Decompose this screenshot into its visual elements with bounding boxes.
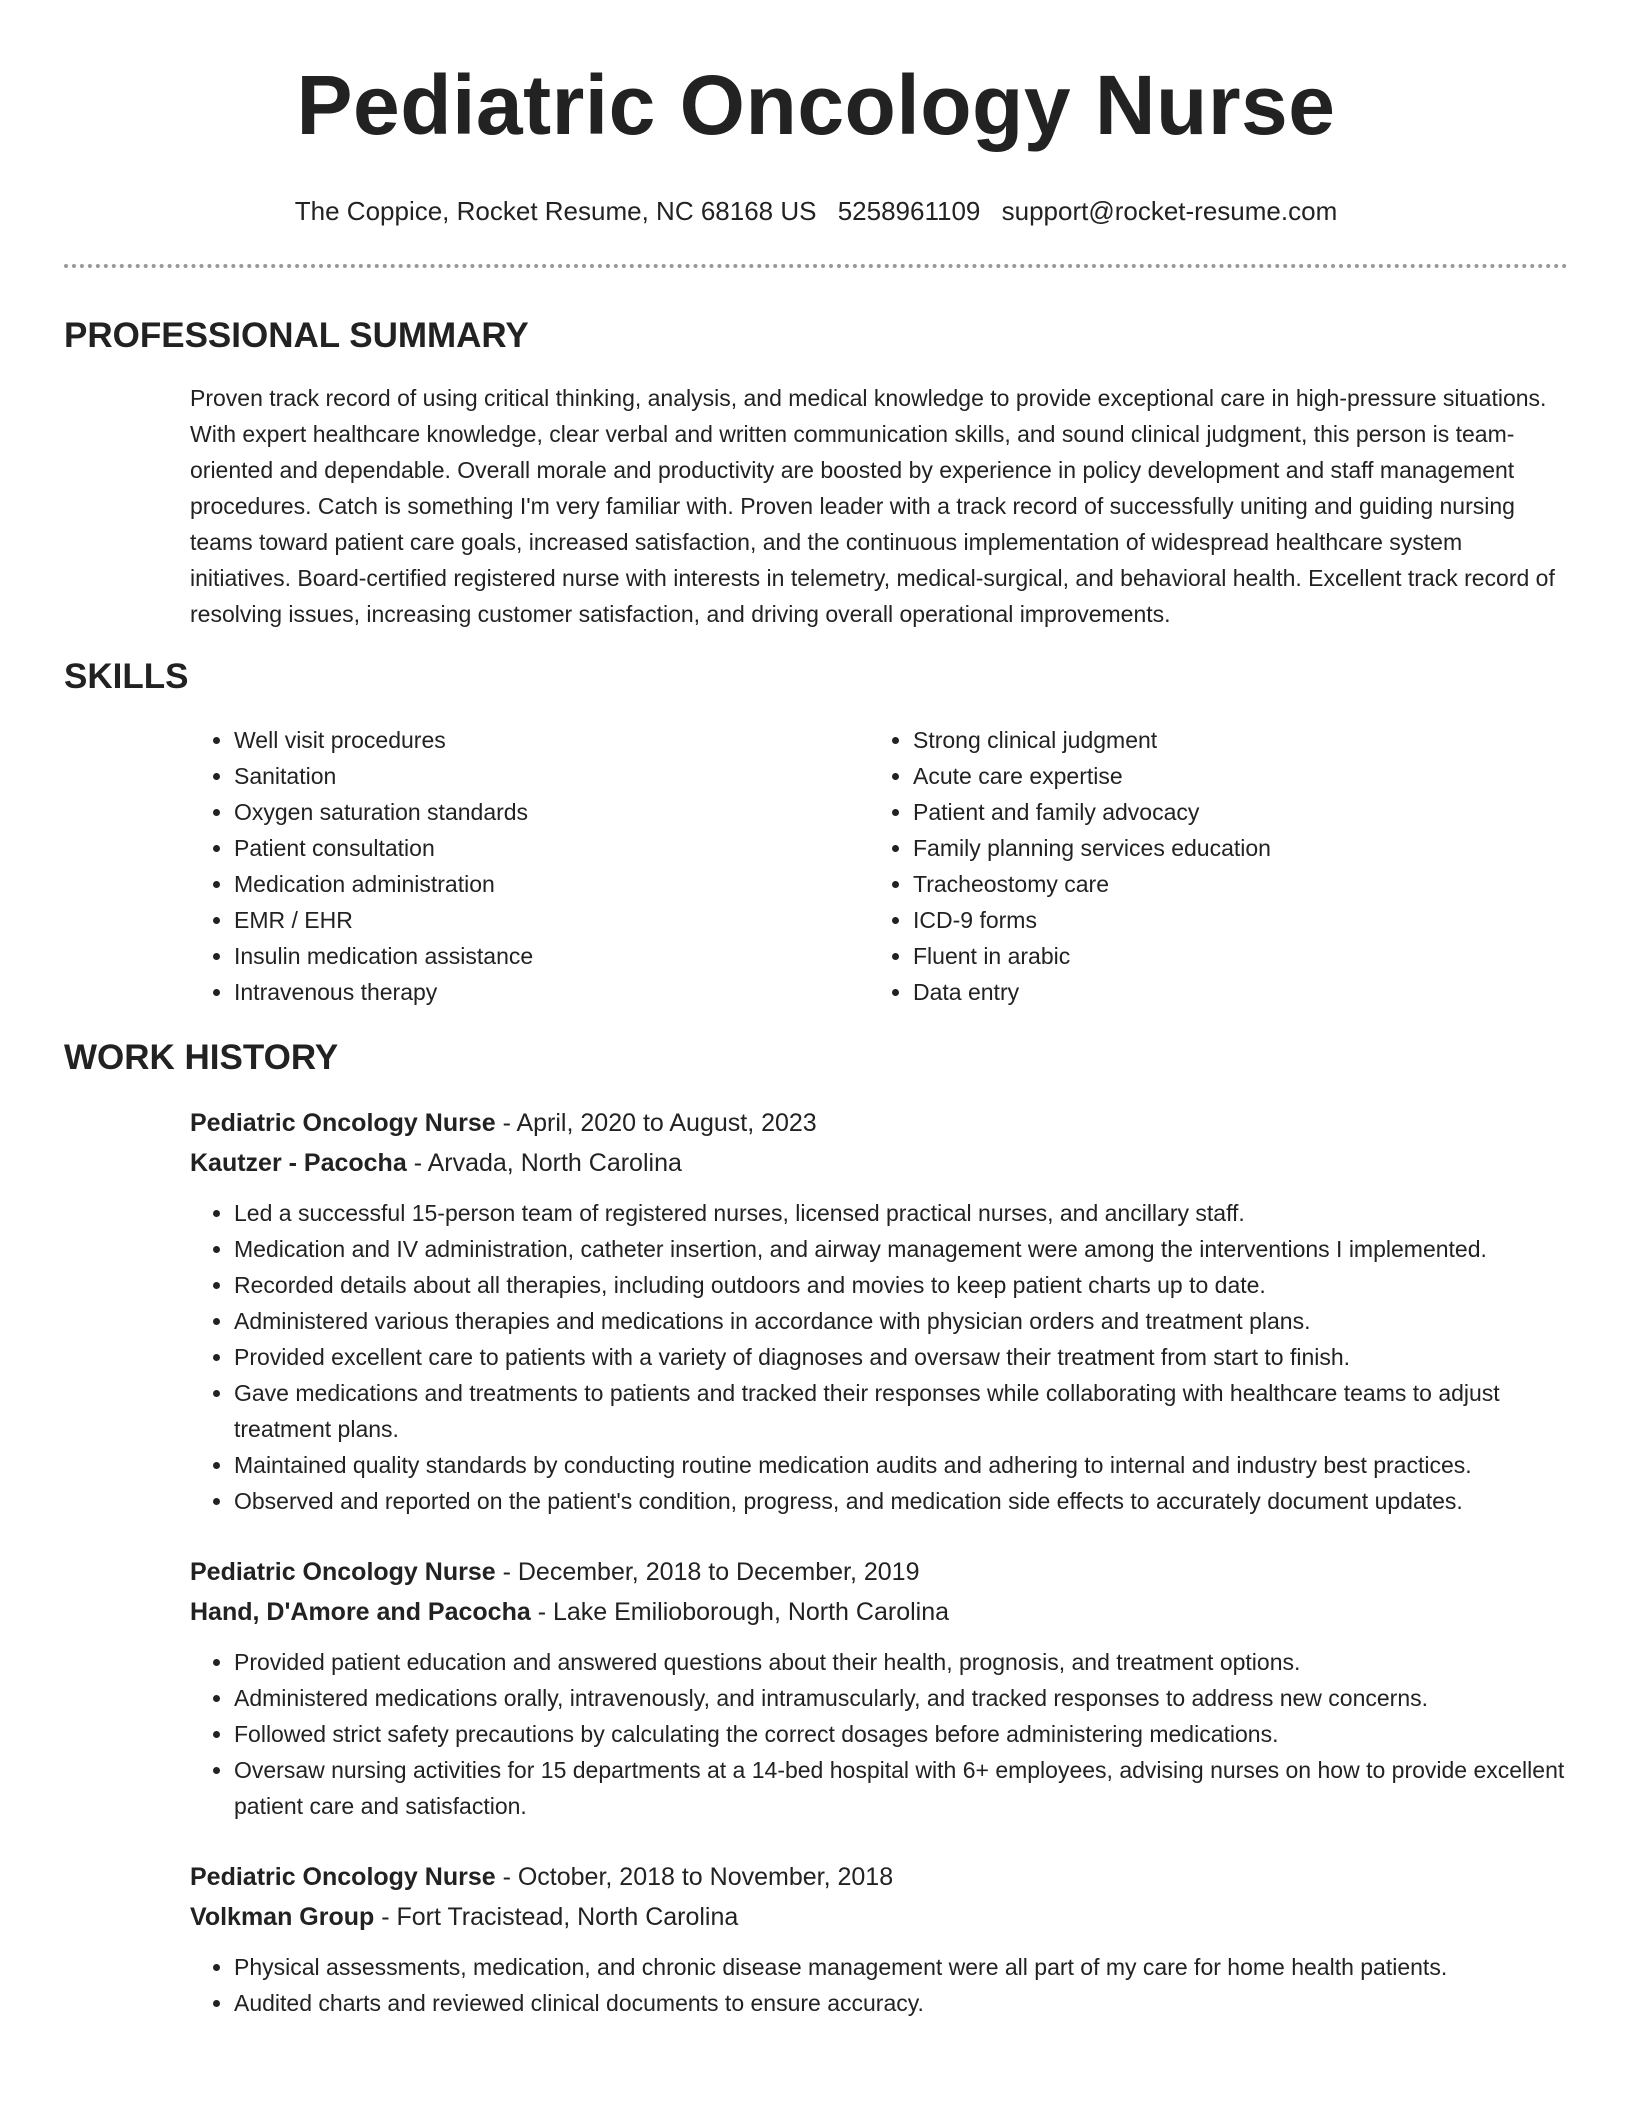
skill-item: • Well visit procedures bbox=[234, 722, 869, 758]
job-bullet: • Led a successful 15-person team of registered nurses, licensed practical nurses, and ancillary staff. bbox=[234, 1195, 1568, 1231]
contact-email: support@rocket-resume.com bbox=[1001, 196, 1338, 226]
section-title-summary: PROFESSIONAL SUMMARY bbox=[64, 316, 529, 355]
job-dates: - April, 2020 to August, 2023 bbox=[495, 1109, 817, 1137]
job-role: Pediatric Oncology Nurse bbox=[190, 1109, 496, 1137]
skill-item: • Oxygen saturation standards bbox=[234, 794, 869, 830]
job-location: - Lake Emilioborough, North Carolina bbox=[530, 1598, 950, 1626]
skills-column-left bbox=[190, 722, 869, 1010]
job-company: Hand, D'Amore and Pacocha bbox=[190, 1598, 531, 1626]
job-bullet: • Recorded details about all therapies, including outdoors and movies to keep patient charts up to date. bbox=[234, 1267, 1568, 1303]
resume-name: Pediatric Oncology Nurse bbox=[296, 58, 1336, 152]
header-divider bbox=[64, 264, 1568, 268]
job-company-line bbox=[190, 1592, 1568, 1632]
skill-item: • EMR / EHR bbox=[234, 902, 869, 938]
summary-text: Proven track record of using critical thinking, analysis, and medical knowledge to provide exceptional care in high-pressure situations. With expert healthcare knowledge, clear verbal and written communication skills, and sound clinical judgment, this person is team-oriented and dependable. Overall morale and productivity are boosted by experience in policy development and staff management procedures. Catch is something I'm very familiar with. Proven leader with a track record of successfully uniting and guiding nursing teams toward patient care goals, increased satisfaction, and the continuous implementation of widespread healthcare system initiatives. Board-certified registered nurse with interests in telemetry, medical-surgical, and behavioral health. Excellent track record of resolving issues, increasing customer satisfaction, and driving overall operational improvements. bbox=[190, 385, 1555, 627]
skill-item: • Data entry bbox=[913, 974, 1548, 1010]
job-company-line bbox=[190, 1897, 1568, 1937]
job-location: - Arvada, North Carolina bbox=[406, 1149, 682, 1177]
job-bullet: • Oversaw nursing activities for 15 departments at a 14-bed hospital with 6+ employees, advising nurses on how to provide excellent patient care and satisfaction. bbox=[234, 1752, 1568, 1824]
skills-column-right bbox=[869, 722, 1548, 1010]
job-company: Volkman Group bbox=[190, 1903, 375, 1931]
job-bullet: • Medication and IV administration, catheter insertion, and airway management were among the interventions I implemented. bbox=[234, 1231, 1568, 1267]
job-bullets bbox=[190, 1195, 1568, 1519]
job-dates: - December, 2018 to December, 2019 bbox=[495, 1558, 920, 1586]
job-title-line bbox=[190, 1103, 1568, 1143]
skill-item: • Family planning services education bbox=[913, 830, 1548, 866]
job-role: Pediatric Oncology Nurse bbox=[190, 1558, 496, 1586]
skills-list bbox=[190, 722, 1568, 1010]
skill-item: • Patient and family advocacy bbox=[913, 794, 1548, 830]
job-bullet: • Provided excellent care to patients with a variety of diagnoses and oversaw their treatment from start to finish. bbox=[234, 1339, 1568, 1375]
job-dates: - October, 2018 to November, 2018 bbox=[495, 1863, 894, 1891]
job-bullet: • Followed strict safety precautions by calculating the correct dosages before administering medications. bbox=[234, 1716, 1568, 1752]
section-title-skills: SKILLS bbox=[64, 657, 189, 696]
resume-page bbox=[64, 0, 1568, 2021]
skill-item: • ICD-9 forms bbox=[913, 902, 1548, 938]
job-bullets bbox=[190, 1644, 1568, 1824]
skill-item: • Tracheostomy care bbox=[913, 866, 1548, 902]
skill-item: • Fluent in arabic bbox=[913, 938, 1548, 974]
contact-line bbox=[64, 194, 1568, 228]
job-bullet: • Administered medications orally, intravenously, and intramuscularly, and tracked responses to address new concerns. bbox=[234, 1680, 1568, 1716]
job-bullet: • Audited charts and reviewed clinical documents to ensure accuracy. bbox=[234, 1985, 1568, 2021]
skill-item: • Intravenous therapy bbox=[234, 974, 869, 1010]
job-role: Pediatric Oncology Nurse bbox=[190, 1863, 496, 1891]
job-bullet: • Provided patient education and answered questions about their health, prognosis, and treatment options. bbox=[234, 1644, 1568, 1680]
job-company: Kautzer - Pacocha bbox=[190, 1149, 407, 1177]
section-title-work-history: WORK HISTORY bbox=[64, 1038, 339, 1077]
skill-item: • Sanitation bbox=[234, 758, 869, 794]
contact-address: The Coppice, Rocket Resume, NC 68168 US bbox=[294, 196, 817, 226]
contact-phone: 5258961109 bbox=[837, 196, 981, 226]
job-bullet: • Observed and reported on the patient's condition, progress, and medication side effects to accurately document updates. bbox=[234, 1483, 1568, 1519]
skill-item: • Acute care expertise bbox=[913, 758, 1548, 794]
skill-item: • Patient consultation bbox=[234, 830, 869, 866]
skill-item: • Strong clinical judgment bbox=[913, 722, 1548, 758]
job-bullet: • Physical assessments, medication, and chronic disease management were all part of my care for home health patients. bbox=[234, 1949, 1568, 1985]
job-title-line bbox=[190, 1857, 1568, 1897]
job-entry bbox=[190, 1103, 1568, 1519]
job-entry bbox=[190, 1857, 1568, 2021]
skill-item: • Insulin medication assistance bbox=[234, 938, 869, 974]
job-company-line bbox=[190, 1143, 1568, 1183]
skill-item: • Medication administration bbox=[234, 866, 869, 902]
job-title-line bbox=[190, 1552, 1568, 1592]
job-bullet: • Administered various therapies and medications in accordance with physician orders and treatment plans. bbox=[234, 1303, 1568, 1339]
job-bullet: • Maintained quality standards by conducting routine medication audits and adhering to internal and industry best practices. bbox=[234, 1447, 1568, 1483]
job-bullet: • Gave medications and treatments to patients and tracked their responses while collaborating with healthcare teams to adjust treatment plans. bbox=[234, 1375, 1568, 1447]
job-entry bbox=[190, 1552, 1568, 1824]
job-location: - Fort Tracistead, North Carolina bbox=[374, 1903, 739, 1931]
job-bullets bbox=[190, 1949, 1568, 2021]
work-history-list bbox=[190, 1103, 1568, 2021]
